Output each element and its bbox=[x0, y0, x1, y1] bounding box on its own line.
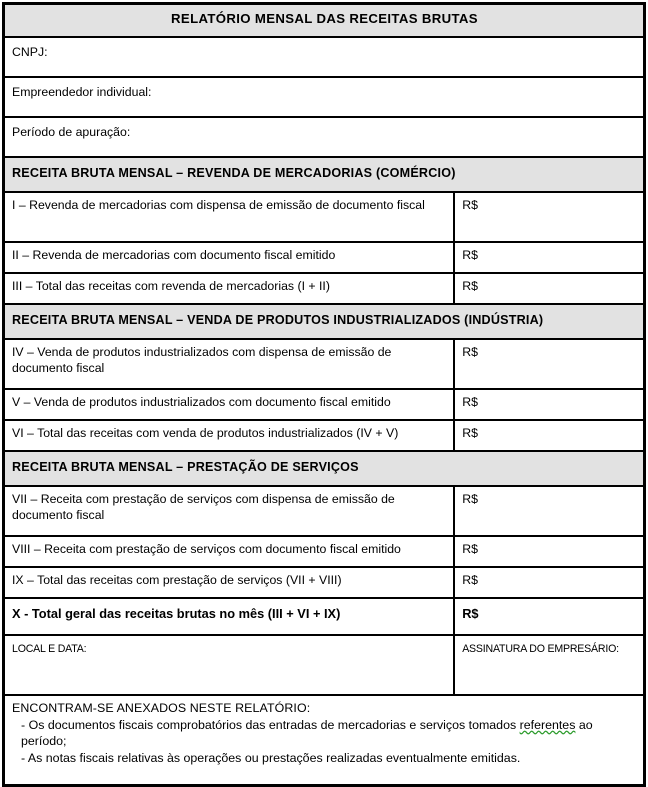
attachments-list bbox=[12, 717, 637, 767]
signature-label[interactable]: ASSINATURA DO EMPRESÁRIO: bbox=[454, 635, 644, 695]
table-row[interactable] bbox=[4, 273, 645, 304]
attachments-item-1-suffix: ao período; bbox=[21, 717, 593, 749]
row-label-vi: VI – Total das receitas com venda de produtos industrializados (IV + V) bbox=[4, 420, 455, 451]
period-field[interactable]: Período de apuração: bbox=[4, 117, 645, 157]
row-value-i[interactable]: R$ bbox=[454, 192, 644, 242]
table-row[interactable] bbox=[4, 192, 645, 242]
table-row[interactable] bbox=[4, 389, 645, 420]
table-row[interactable] bbox=[4, 567, 645, 598]
identification-row-entrepreneur[interactable] bbox=[4, 77, 645, 117]
table-row[interactable] bbox=[4, 486, 645, 536]
entrepreneur-field[interactable]: Empreendedor individual: bbox=[4, 77, 645, 117]
place-and-date-label[interactable]: LOCAL E DATA: bbox=[4, 635, 455, 695]
section-heading-industry: RECEITA BRUTA MENSAL – VENDA DE PRODUTOS INDUSTRIALIZADOS (INDÚSTRIA) bbox=[4, 304, 645, 339]
identification-row-period[interactable] bbox=[4, 117, 645, 157]
row-value-vii[interactable]: R$ bbox=[454, 486, 644, 536]
row-label-viii: VIII – Receita com prestação de serviços com documento fiscal emitido bbox=[4, 536, 455, 567]
table-row[interactable] bbox=[4, 536, 645, 567]
table-row[interactable] bbox=[4, 420, 645, 451]
row-label-ix: IX – Total das receitas com prestação de serviços (VII + VIII) bbox=[4, 567, 455, 598]
row-label-iv: IV – Venda de produtos industrializados com dispensa de emissão de documento fiscal bbox=[4, 339, 455, 389]
grand-total-label: X - Total geral das receitas brutas no mês (III + VI + IX) bbox=[4, 598, 455, 635]
row-label-ii: II – Revenda de mercadorias com documento fiscal emitido bbox=[4, 242, 455, 273]
attachments-item-1 bbox=[21, 717, 637, 750]
row-label-iii: III – Total das receitas com revenda de mercadorias (I + II) bbox=[4, 273, 455, 304]
row-value-v[interactable]: R$ bbox=[454, 389, 644, 420]
section-header-services bbox=[4, 451, 645, 486]
identification-row-cnpj[interactable] bbox=[4, 37, 645, 77]
attachments-heading: ENCONTRAM-SE ANEXADOS NESTE RELATÓRIO: bbox=[12, 701, 311, 715]
title-row bbox=[4, 4, 645, 38]
attachments-block bbox=[4, 695, 645, 786]
section-heading-commerce: RECEITA BRUTA MENSAL – REVENDA DE MERCADORIAS (COMÉRCIO) bbox=[4, 157, 645, 192]
attachments-item-1-prefix: - Os documentos fiscais comprobatórios das entradas de mercadorias e serviços tomados bbox=[21, 717, 520, 732]
table-row[interactable] bbox=[4, 242, 645, 273]
section-header-commerce bbox=[4, 157, 645, 192]
row-value-ii[interactable]: R$ bbox=[454, 242, 644, 273]
row-value-ix[interactable]: R$ bbox=[454, 567, 644, 598]
row-value-viii[interactable]: R$ bbox=[454, 536, 644, 567]
row-value-vi[interactable]: R$ bbox=[454, 420, 644, 451]
grand-total-value[interactable]: R$ bbox=[454, 598, 644, 635]
row-label-vii: VII – Receita com prestação de serviços com dispensa de emissão de documento fiscal bbox=[4, 486, 455, 536]
section-heading-services: RECEITA BRUTA MENSAL – PRESTAÇÃO DE SERVIÇOS bbox=[4, 451, 645, 486]
attachments-item-1-misspelled: referentes bbox=[519, 717, 576, 732]
attachments-row bbox=[4, 695, 645, 786]
attachments-item-2 bbox=[21, 750, 637, 767]
section-header-industry bbox=[4, 304, 645, 339]
report-body bbox=[4, 4, 645, 786]
row-label-v: V – Venda de produtos industrializados com documento fiscal emitido bbox=[4, 389, 455, 420]
row-label-i: I – Revenda de mercadorias com dispensa de emissão de documento fiscal bbox=[4, 192, 455, 242]
attachments-item-2-prefix: - As notas fiscais relativas às operações ou prestações realizadas eventualmente emitidas. bbox=[21, 750, 521, 765]
cnpj-field[interactable]: CNPJ: bbox=[4, 37, 645, 77]
gross-revenue-report-table bbox=[2, 2, 646, 787]
report-title: RELATÓRIO MENSAL DAS RECEITAS BRUTAS bbox=[4, 4, 645, 38]
row-value-iv[interactable]: R$ bbox=[454, 339, 644, 389]
row-value-iii[interactable]: R$ bbox=[454, 273, 644, 304]
table-row[interactable] bbox=[4, 339, 645, 389]
signature-row[interactable] bbox=[4, 635, 645, 695]
grand-total-row[interactable] bbox=[4, 598, 645, 635]
